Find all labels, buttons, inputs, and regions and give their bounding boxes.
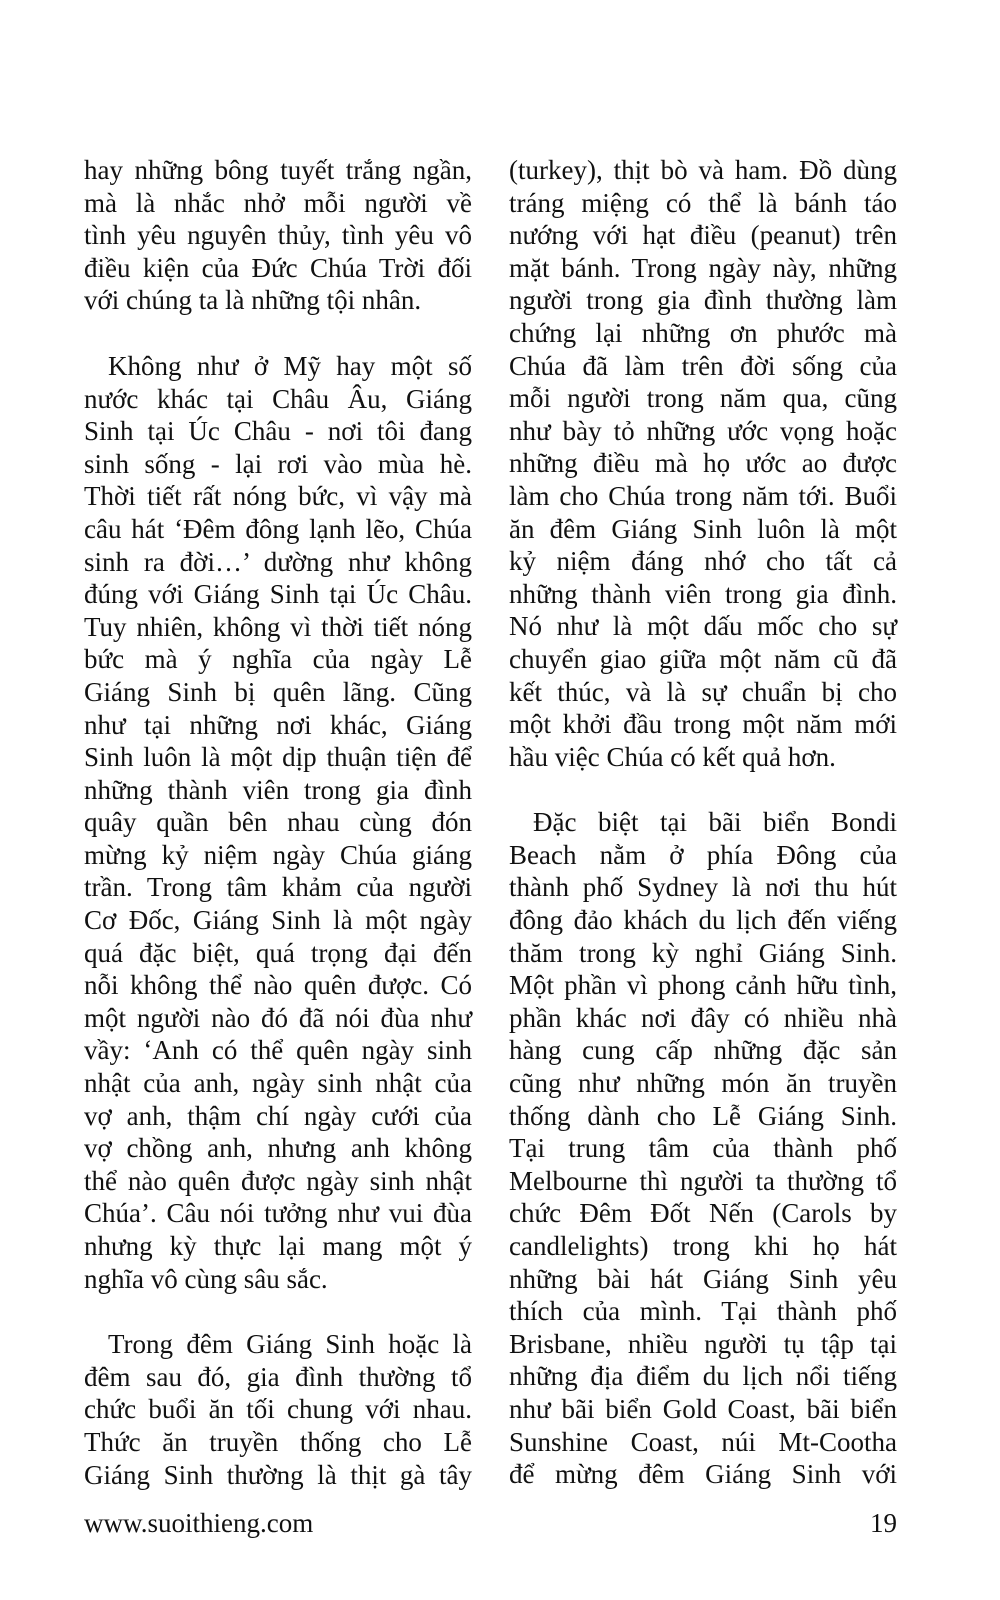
text-line: mỗi người trong năm qua, cũng (509, 383, 897, 414)
footer-website: www.suoithieng.com (84, 1508, 314, 1538)
text-line: ăn đêm Giáng Sinh luôn là một (509, 513, 897, 544)
text-line: sinh ra đời…’ dường như không (84, 546, 472, 577)
text-line: những địa điểm du lịch nổi tiếng (509, 1361, 897, 1392)
text-column-left (84, 154, 472, 1524)
text-line: kết thúc, và là sự chuẩn bị cho (509, 676, 897, 707)
text-line: quá đặc biệt, quá trọng đại đến (84, 937, 472, 968)
text-line: như bày tỏ những ước vọng hoặc (509, 415, 897, 446)
text-line: Sinh tại Úc Châu - nơi tôi đang (84, 416, 472, 447)
text-line: vợ anh, thậm chí ngày cưới của (84, 1100, 472, 1131)
paragraph (84, 1328, 472, 1491)
text-line: bức mà ý nghĩa của ngày Lễ (84, 644, 472, 675)
text-line: thống dành cho Lễ Giáng Sinh. (509, 1100, 897, 1131)
text-line: candlelights) trong khi họ hát (509, 1231, 897, 1261)
text-line: Tại trung tâm của thành phố (509, 1133, 897, 1164)
text-line: Giáng Sinh thường là thịt gà tây (84, 1459, 472, 1490)
text-line: một khởi đầu trong một năm mới (509, 709, 897, 740)
text-line: thể nào quên được ngày sinh nhật (84, 1165, 472, 1196)
text-line: tráng miệng có thể là bánh táo (509, 187, 897, 218)
text-line: nhật của anh, ngày sinh nhật của (84, 1068, 472, 1099)
text-line: thành phố Sydney là nơi thu hút (509, 872, 897, 903)
text-line: sinh sống - lại rơi vào mùa hè. (84, 448, 472, 479)
text-line: quây quần bên nhau cùng đón (84, 807, 472, 838)
text-line: nỗi không thể nào quên được. Có (84, 970, 472, 1001)
text-line: Melbourne thì người ta thường tổ (509, 1165, 897, 1196)
text-line: Cơ Đốc, Giáng Sinh là một ngày (84, 905, 472, 936)
text-line: chức Đêm Đốt Nến (Carols by (509, 1198, 897, 1229)
text-line: Nó như là một dấu mốc cho sự (509, 611, 897, 642)
text-line: những thành viên trong gia đình (84, 774, 472, 805)
text-line: mừng kỷ niệm ngày Chúa giáng (84, 839, 472, 870)
text-line: Beach nằm ở phía Đông của (509, 839, 897, 870)
text-line: Một phần vì phong cảnh hữu tình, (509, 970, 897, 1001)
text-column-right (509, 154, 897, 1524)
text-line: Đặc biệt tại bãi biển Bondi (533, 807, 897, 838)
text-line: Chúa’. Câu nói tưởng như vui đùa (84, 1198, 472, 1229)
text-line: đúng với Giáng Sinh tại Úc Châu. (84, 579, 472, 610)
text-line: Giáng Sinh bị quên lãng. Cũng (84, 676, 472, 707)
text-line: làm cho Chúa trong năm tới. Buổi (509, 480, 897, 511)
paragraph (84, 350, 472, 1295)
page-number: 19 (870, 1508, 897, 1538)
text-line: những bài hát Giáng Sinh yêu (509, 1263, 897, 1294)
text-line: (turkey), thịt bò và ham. Đồ dùng (509, 155, 897, 185)
text-line: vầy: ‘Anh có thể quên ngày sinh (84, 1035, 472, 1066)
text-line: nướng với hạt điều (peanut) trên (509, 220, 897, 251)
paragraph (509, 806, 897, 1490)
text-line: Sinh luôn là một dịp thuận tiện để (84, 742, 472, 773)
text-line: Brisbane, nhiều người tụ tập tại (509, 1328, 897, 1359)
text-line: phần khác nơi đây có nhiều nhà (509, 1002, 897, 1033)
text-line: thích của mình. Tại thành phố (509, 1296, 897, 1327)
text-line: Không như ở Mỹ hay một số (108, 350, 472, 381)
text-line: Trong đêm Giáng Sinh hoặc là (108, 1329, 472, 1360)
paragraph (509, 154, 897, 773)
text-line: nghĩa vô cùng sâu sắc. (84, 1263, 328, 1294)
paragraph (84, 154, 472, 317)
text-line: kỷ niệm đáng nhớ cho tất cả (509, 546, 897, 577)
text-line: nước khác tại Châu Âu, Giáng (84, 383, 472, 414)
text-line: chuyển giao giữa một năm cũ đã (509, 643, 897, 674)
text-line: như tại những nơi khác, Giáng (84, 709, 472, 740)
text-line: mà là nhắc nhở mỗi người về (84, 187, 472, 218)
text-line: hay những bông tuyết trắng ngần, (84, 155, 472, 185)
text-line: Thời tiết rất nóng bức, vì vậy mà (84, 481, 472, 512)
text-line: những điều mà họ ước ao được (509, 448, 897, 479)
text-line: cũng như những món ăn truyền (509, 1068, 897, 1099)
text-line: thăm trong kỳ nghỉ Giáng Sinh. (509, 937, 897, 968)
text-line: đông đảo khách du lịch đến viếng (509, 905, 897, 936)
text-line: Sunshine Coast, núi Mt-Cootha (509, 1426, 897, 1457)
text-line: vợ chồng anh, nhưng anh không (84, 1133, 472, 1164)
text-line: hầu việc Chúa có kết quả hơn. (509, 741, 836, 772)
text-line: câu hát ‘Đêm đông lạnh lẽo, Chúa (84, 513, 472, 544)
text-line: hàng cung cấp những đặc sản (509, 1035, 897, 1066)
text-line: mặt bánh. Trong ngày này, những (509, 252, 897, 283)
text-line: như bãi biển Gold Coast, bãi biển (509, 1393, 897, 1424)
text-line: đêm sau đó, gia đình thường tổ (84, 1361, 472, 1392)
text-line: Tuy nhiên, không vì thời tiết nóng (84, 611, 472, 642)
text-line: trần. Trong tâm khảm của người (84, 872, 472, 903)
text-line: tình yêu nguyên thủy, tình yêu vô (84, 220, 472, 251)
text-line: một người nào đó đã nói đùa như (84, 1002, 472, 1033)
text-line: nhưng kỳ thực lại mang một ý (84, 1231, 472, 1261)
text-line: người trong gia đình thường làm (509, 285, 897, 316)
text-line: để mừng đêm Giáng Sinh với (509, 1459, 897, 1490)
text-line: Thức ăn truyền thống cho Lễ (84, 1426, 472, 1457)
text-line: chức buổi ăn tối chung với nhau. (84, 1394, 472, 1425)
text-line: chứng lại những ơn phước mà (509, 317, 897, 348)
text-line: những thành viên trong gia đình. (509, 578, 897, 609)
text-line: với chúng ta là những tội nhân. (84, 285, 422, 316)
text-line: điều kiện của Đức Chúa Trời đối (84, 252, 472, 283)
text-line: Chúa đã làm trên đời sống của (509, 350, 897, 381)
